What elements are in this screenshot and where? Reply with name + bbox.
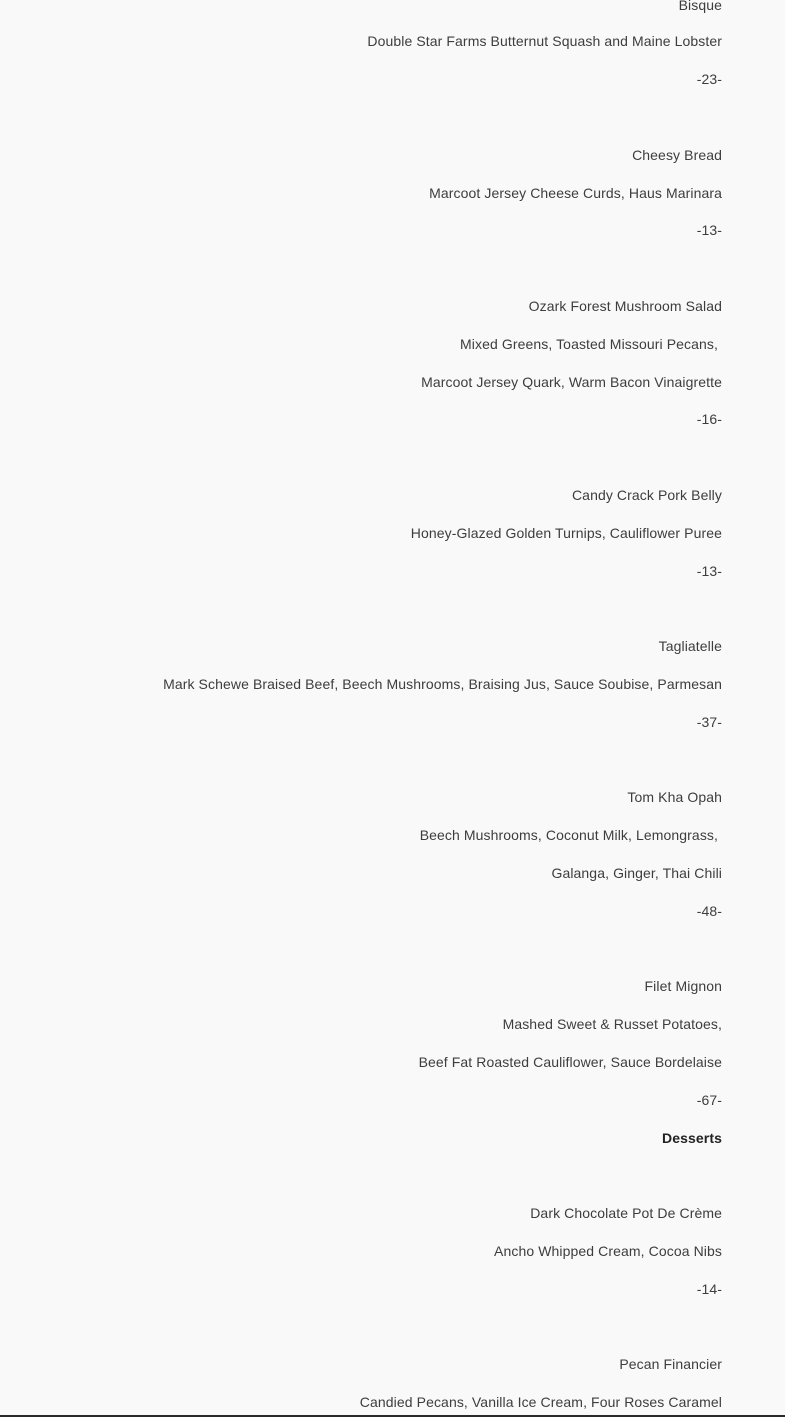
menu-item-name: Tom Kha Opah xyxy=(627,789,722,805)
menu-item-price: -16- xyxy=(696,411,722,427)
menu-item-price: -67- xyxy=(696,1092,722,1108)
menu-item-price: -13- xyxy=(696,563,722,579)
menu-item-description: Beech Mushrooms, Coconut Milk, Lemongrass, xyxy=(419,827,722,843)
menu-item-name: Tagliatelle xyxy=(658,638,722,654)
menu-item-name: Filet Mignon xyxy=(644,978,722,994)
menu-item-name: Ozark Forest Mushroom Salad xyxy=(528,298,722,314)
menu-item-price: -14- xyxy=(696,1281,722,1297)
menu-item-price: -48- xyxy=(696,903,722,919)
menu-item-description: Marcoot Jersey Quark, Warm Bacon Vinaigrette xyxy=(421,374,722,390)
menu-item-name: Cheesy Bread xyxy=(632,147,722,163)
menu-item-description: Mixed Greens, Toasted Missouri Pecans, xyxy=(460,336,722,352)
menu-item-description: Ancho Whipped Cream, Cocoa Nibs xyxy=(494,1243,722,1259)
menu-item-name: Pecan Financier xyxy=(619,1356,722,1372)
menu-item-name: Dark Chocolate Pot De Crème xyxy=(530,1205,722,1221)
menu-item-price: -37- xyxy=(696,714,722,730)
menu-item-description: Beef Fat Roasted Cauliflower, Sauce Bordelaise xyxy=(418,1054,722,1070)
menu-item-description: Mark Schewe Braised Beef, Beech Mushrooms, Braising Jus, Sauce Soubise, Parmesan xyxy=(163,676,722,692)
menu-item-name: Candy Crack Pork Belly xyxy=(571,487,722,503)
menu-item-description: Candied Pecans, Vanilla Ice Cream, Four Roses Caramel xyxy=(359,1394,722,1410)
menu-item-description: Marcoot Jersey Cheese Curds, Haus Marinara xyxy=(429,185,722,201)
menu-item-description: Galanga, Ginger, Thai Chili xyxy=(551,865,722,881)
section-heading-desserts: Desserts xyxy=(662,1130,722,1146)
menu-item-price: -23- xyxy=(696,71,722,87)
menu-item-description: Mashed Sweet & Russet Potatoes, xyxy=(502,1016,722,1032)
menu-item-price: -13- xyxy=(696,222,722,238)
menu-item-description: Double Star Farms Butternut Squash and Maine Lobster xyxy=(367,33,722,49)
menu-item-name: Bisque xyxy=(678,0,722,13)
menu-item-description: Honey-Glazed Golden Turnips, Cauliflower Puree xyxy=(410,525,722,541)
